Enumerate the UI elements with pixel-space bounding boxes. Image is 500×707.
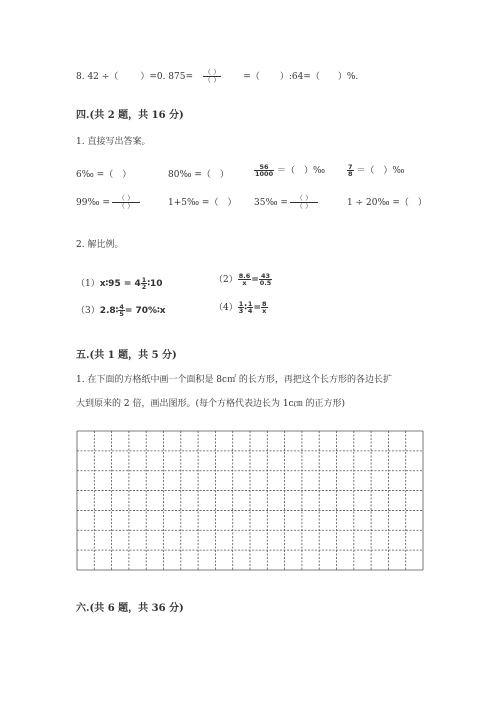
proportion-1: （1）x∶95 = 4 $\frac{1}{2}$ ∶10 xyxy=(76,275,163,291)
question-text-line-2: 大到原来的 2 倍，画出图形。(每个方格代表边长为 1c㎝ 的正方形) xyxy=(76,399,345,409)
blank-fraction: $\frac{( )}{( )}$ xyxy=(112,195,140,210)
row1-part-a: 8. 42 ÷（ xyxy=(76,72,119,82)
fraction-7-8: $\frac{7}{8}$ xyxy=(348,162,353,178)
blank-fraction: $\frac{( )}{( )}$ xyxy=(290,195,318,210)
proportion-3: （3）2.8∶ $\frac{4}{5}$ = 70%∶x xyxy=(76,302,166,318)
graph-paper-grid[interactable] xyxy=(76,430,424,571)
row1-part-d: ）:64=（ xyxy=(279,72,320,82)
proportion-4: （4） $\frac{1}{3}$ ∶ $\frac{1}{4}$ = $\frac{8}{x}$ xyxy=(214,299,267,315)
fraction-56-1000: $\frac{56}{1000}$ xyxy=(255,162,274,178)
answer-item-5: 99‰ = $\frac{( )}{( )}$ xyxy=(76,195,140,210)
row1-part-e: ）%. xyxy=(337,72,359,82)
question-text-line-1: 1. 在下面的方格纸中画一个面积是 8c㎡ 的长方形，再把这个长方形的各边长扩 xyxy=(76,375,392,385)
fill-blank-row xyxy=(76,69,358,84)
row1-part-c: =（ xyxy=(243,72,260,82)
answer-item-6: 1+5‰ =（ ） xyxy=(168,198,237,208)
answer-item-1: 6‰ =（ ） xyxy=(76,170,132,180)
proportion-2: （2） $\frac{8.6}{x}$ = $\frac{43}{0.5}$ xyxy=(214,271,272,287)
question-2-label: 2. 解比例。 xyxy=(76,240,124,250)
answer-item-8: 1 ÷ 20‰ =（ ） xyxy=(347,198,427,208)
row1-blank-fraction: $\frac{( )}{( )}$ xyxy=(204,68,221,84)
answer-item-3: $\frac{56}{1000}$ ＝（ ）‰ xyxy=(255,162,326,178)
section-4-heading: 四.(共 2 题，共 16 分) xyxy=(76,110,184,121)
answer-item-2: 80‰ =（ ） xyxy=(168,170,229,180)
section-5-heading: 五.(共 1 题，共 5 分) xyxy=(76,350,177,361)
row1-part-b: ）=0. 875= xyxy=(140,72,194,82)
section-6-heading: 六.(共 6 题，共 36 分) xyxy=(76,603,184,614)
question-1-label: 1. 直接写出答案。 xyxy=(76,137,151,147)
answer-item-7: 35‰ = $\frac{( )}{( )}$ xyxy=(254,195,318,210)
answer-item-4: $\frac{7}{8}$ ＝（ ）‰ xyxy=(348,162,405,178)
